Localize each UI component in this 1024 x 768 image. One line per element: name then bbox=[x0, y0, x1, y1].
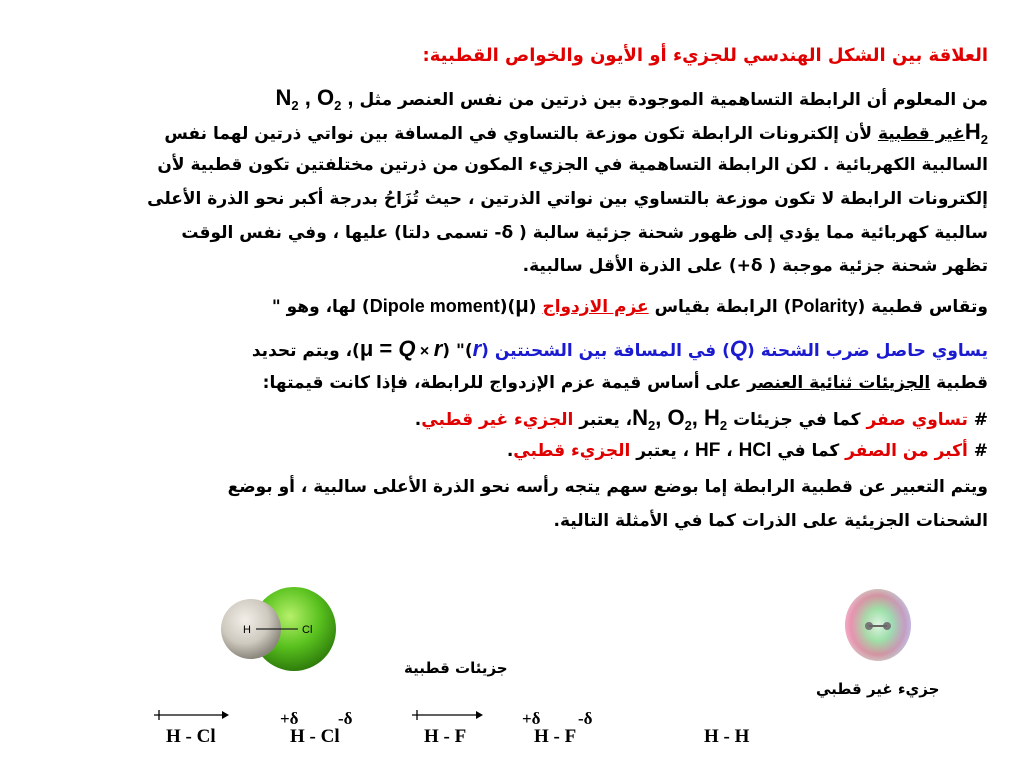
text: ) الرابطة بقياس bbox=[654, 297, 792, 317]
highlight: الجزيء قطبي bbox=[513, 441, 631, 461]
example-hcl-charges: H - Cl bbox=[290, 726, 340, 747]
n-symbol: N bbox=[632, 405, 648, 430]
h-symbol: H bbox=[964, 119, 981, 144]
text: كما في جزيئات bbox=[733, 410, 861, 430]
o-symbol: , O bbox=[655, 405, 685, 430]
hash: # bbox=[973, 410, 988, 430]
formula-list bbox=[632, 405, 728, 433]
formula-h2 bbox=[964, 119, 988, 147]
o-symbol: , O bbox=[298, 85, 335, 110]
example-hf-charges: H - F bbox=[534, 726, 577, 747]
subscript: 2 bbox=[647, 418, 656, 433]
highlight: أكبر من الصفر bbox=[845, 441, 968, 461]
period: . bbox=[414, 410, 422, 430]
paragraph-1-line-4: إلكترونات الرابطة لا تكون موزعة بالتساوي بين نواتي الذرتين ، حيث تُزَاحُ بدرجة أكبر نحو الذرة الأعلى bbox=[147, 189, 988, 209]
text: قطبية bbox=[936, 373, 988, 393]
formula-n2-o2 bbox=[275, 85, 354, 113]
text: لأن إلكترونات الرابطة تكون موزعة بالتساوي في المسافة بين نواتي ذرتين لهما نفس bbox=[164, 124, 873, 144]
dipole-formula bbox=[360, 336, 442, 361]
text: كما في bbox=[777, 441, 840, 461]
example-hf-arrow: H - F bbox=[424, 726, 467, 747]
polarity-term: Polarity bbox=[791, 296, 858, 316]
subscript: 2 bbox=[980, 132, 988, 147]
subscript: 2 bbox=[719, 418, 728, 433]
h-label: H bbox=[243, 624, 251, 636]
comma: , bbox=[341, 85, 354, 110]
text: ) لها، وهو " bbox=[271, 297, 370, 317]
hash: # bbox=[973, 441, 988, 461]
partial-negative: -δ bbox=[578, 709, 593, 728]
bullet-zero bbox=[415, 406, 988, 438]
subscript: 2 bbox=[684, 418, 692, 433]
page-title: العلاقة بين الشكل الهندسي للجزيء أو الأيون والخواص القطبية: bbox=[422, 45, 988, 66]
paragraph-2-line-1 bbox=[272, 293, 988, 319]
definition-text: ) في المسافة بين الشحنتين ( bbox=[481, 341, 730, 361]
paragraph-2-line-3 bbox=[263, 371, 988, 395]
partial-positive: +δ bbox=[522, 709, 541, 728]
period: . bbox=[506, 441, 514, 461]
text: )( bbox=[499, 297, 516, 317]
text: ( bbox=[528, 297, 537, 317]
h-symbol: , H bbox=[691, 405, 720, 430]
bullet-greater bbox=[507, 439, 988, 463]
example-hcl-arrow: H - Cl bbox=[166, 726, 216, 747]
q-symbol: Q bbox=[398, 336, 416, 361]
subscript: 2 bbox=[291, 98, 299, 113]
paragraph-1-line-5: سالبية كهربائية مما يؤدي إلى ظهور شحنة جزئية سالبة ( δ- تسمى دلتا) عليها ، وفي نفس الوقت bbox=[181, 223, 988, 243]
text: على أساس قيمة عزم الإزدواج للرابطة، فإذا كانت قيمتها: bbox=[262, 373, 742, 393]
subscript: 2 bbox=[334, 98, 342, 113]
paragraph-2-line-2 bbox=[252, 337, 988, 364]
definition-text: يساوي حاصل ضرب الشحنة ( bbox=[747, 341, 988, 361]
times-sign: × bbox=[415, 343, 434, 360]
cl-label: Cl bbox=[302, 624, 313, 636]
dipole-moment-term: عزم الازدواج bbox=[542, 297, 649, 317]
text: )" ( bbox=[442, 341, 473, 361]
paragraph-3-line-2: الشحنات الجزيئية على الذرات كما في الأمثلة التالية. bbox=[553, 511, 988, 531]
text: من المعلوم أن الرابطة التساهمية الموجودة بين ذرتين من نفس العنصر مثل bbox=[359, 90, 988, 110]
text: ، يعتبر bbox=[579, 410, 633, 430]
polar-molecules-caption: جزيئات قطبية bbox=[404, 659, 508, 677]
text: ، يعتبر bbox=[636, 441, 690, 461]
hf-formula: HF bbox=[695, 440, 721, 461]
text: وتقاس قطبية ( bbox=[857, 297, 988, 317]
r-symbol: r bbox=[433, 336, 443, 361]
paragraph-3-line-1: ويتم التعبير عن قطبية الرابطة إما بوضع سهم يتجه رأسه نحو الذرة الأعلى سالبية ، أو بوضع bbox=[227, 477, 988, 497]
hcl-molecule-model bbox=[218, 582, 338, 682]
nonpolar-molecule-caption: جزيء غير قطبي bbox=[816, 680, 940, 698]
text: )، ويتم تحديد bbox=[251, 341, 360, 361]
partial-negative: -δ bbox=[338, 709, 353, 728]
paragraph-1-line-1 bbox=[276, 86, 989, 118]
hcl-formula: HCl bbox=[738, 440, 772, 461]
example-hh: H - H bbox=[704, 726, 750, 747]
n-symbol: N bbox=[275, 85, 292, 110]
dipole-moment-english: Dipole moment bbox=[369, 296, 500, 316]
dipole-arrow bbox=[408, 706, 488, 724]
text: ، bbox=[726, 441, 733, 461]
dipole-arrow bbox=[150, 706, 230, 724]
r-symbol: r bbox=[472, 336, 482, 361]
q-symbol: Q bbox=[729, 336, 747, 361]
paragraph-1-line-2 bbox=[164, 120, 988, 152]
diatomic-term: الجزيئات ثنائية العنصر bbox=[747, 373, 931, 393]
nonpolar-term: غير قطبية bbox=[877, 124, 965, 144]
mu-equals: μ = bbox=[359, 336, 399, 361]
highlight: الجزيء غير قطبي bbox=[421, 410, 574, 430]
paragraph-1-line-6: تظهر شحنة جزئية موجبة ( δ+) على الذرة الأقل سالبية. bbox=[522, 256, 988, 276]
paragraph-1-line-3: السالبية الكهربائية . لكن الرابطة التساهمية في الجزيء المكون من ذرتين مختلفتين تكون قطبية لأن bbox=[157, 155, 988, 175]
highlight: تساوي صفر bbox=[866, 410, 968, 430]
h2-molecule-model bbox=[842, 586, 914, 664]
mu-symbol: μ bbox=[515, 292, 529, 317]
partial-positive: +δ bbox=[280, 709, 299, 728]
